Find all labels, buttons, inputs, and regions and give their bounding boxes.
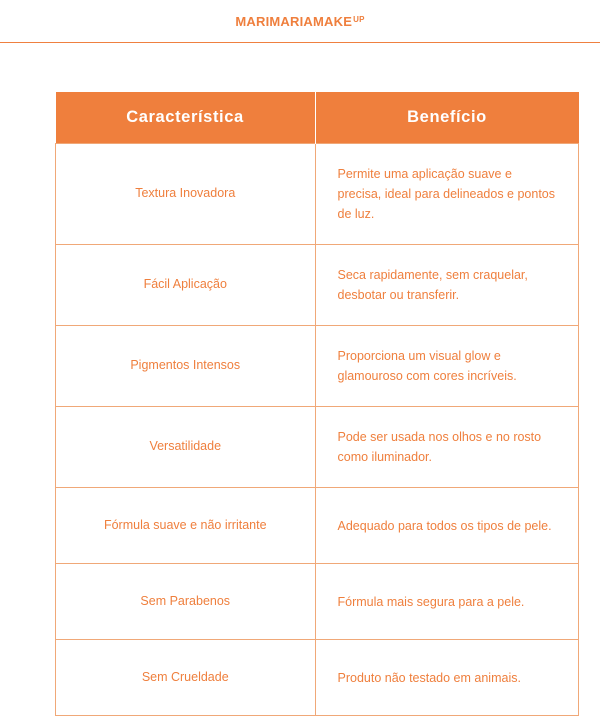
table-row (56, 326, 579, 407)
cell-benefit: Pode ser usada nos olhos e no rosto como iluminador. (315, 407, 579, 488)
table-body (56, 144, 579, 716)
cell-feature: Versatilidade (56, 407, 316, 488)
cell-feature: Fácil Aplicação (56, 245, 316, 326)
cell-benefit: Produto não testado em animais. (315, 640, 579, 716)
table-row (56, 640, 579, 716)
cell-feature: Fórmula suave e não irritante (56, 488, 316, 564)
column-header-benefit: Benefício (315, 92, 579, 144)
cell-benefit: Permite uma aplicação suave e precisa, ideal para delineados e pontos de luz. (315, 144, 579, 245)
brand-logo (235, 14, 364, 29)
cell-benefit: Adequado para todos os tipos de pele. (315, 488, 579, 564)
cell-feature: Sem Crueldade (56, 640, 316, 716)
cell-feature: Sem Parabenos (56, 564, 316, 640)
table-header-row (56, 92, 579, 144)
cell-feature: Textura Inovadora (56, 144, 316, 245)
table-row (56, 564, 579, 640)
brand-header (0, 0, 600, 43)
brand-name: MARIMARIAMAKE (235, 13, 353, 29)
column-header-feature: Característica (56, 92, 316, 144)
cell-benefit: Seca rapidamente, sem craquelar, desbotar ou transferir. (315, 245, 579, 326)
cell-benefit: Proporciona um visual glow e glamouroso com cores incríveis. (315, 326, 579, 407)
cell-benefit: Fórmula mais segura para a pele. (315, 564, 579, 640)
table-row (56, 144, 579, 245)
table-row (56, 488, 579, 564)
table-row (56, 245, 579, 326)
table-header (56, 92, 579, 144)
table-row (56, 407, 579, 488)
cell-feature: Pigmentos Intensos (56, 326, 316, 407)
brand-suffix: UP (353, 14, 365, 24)
features-table (55, 92, 579, 716)
features-table-container (55, 92, 556, 716)
